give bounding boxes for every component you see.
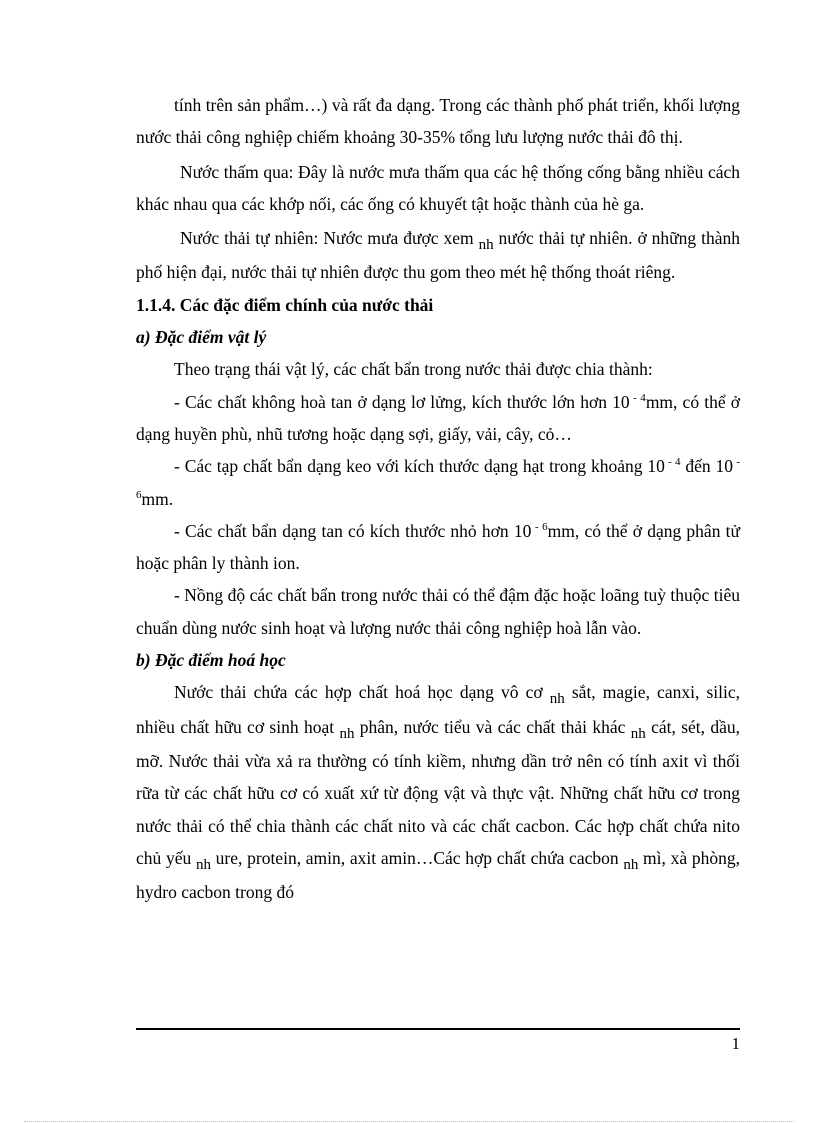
paragraph-natural-wastewater: Nước thải tự nhiên: Nước mưa được xem nh nước thải tự nhiên. ở những thành phố hiện đại, nước thải tự nhiên được thu gom theo mét hệ thống thoát riêng.: [136, 228, 741, 283]
footer-rule: [136, 1028, 740, 1030]
list-item-dissolved: - Các chất bẩn dạng tan có kích thước nhỏ hơn 10 $^{- 6}$mm, có thể ở dạng phân tử hoặc phân ly thành ion.: [136, 520, 740, 574]
paragraph-physical-intro: Theo trạng thái vật lý, các chất bẩn trong nước thải được chia thành:: [174, 359, 653, 380]
paragraph-continuation: tính trên sản phẩm…) và rất đa dạng. Trong các thành phố phát triển, khối lượng nước thải công nghiệp chiếm khoảng 30-35% tổng lưu lượng nước thải đô thị.: [136, 95, 740, 148]
subsection-heading-physical: a) Đặc điểm vật lý: [136, 327, 267, 348]
list-item-insoluble: - Các chất không hoà tan ở dạng lơ lửng, kích thước lớn hơn 10 $^{- 4}$mm, có thể ở dạng huyền phù, nhũ tương hoặc dạng sợi, giấy, vải, cây, cỏ…: [136, 391, 740, 444]
paragraph-chemical: Nước thải chứa các hợp chất hoá học dạng vô cơ nh sắt, magie, canxi, silic, nhiều chất hữu cơ sinh hoạt nh phân, nước tiểu và các chất thải khác nh cát, sét, dầu, mỡ. Nước thải vừa xả ra thường có tính kiềm, nhưng dần trở nên có tính axit vì thối rữa từ các chất hữu cơ có xuất xứ từ động vật và thực vật. Những chất hữu cơ trong nước thải có thể chia thành các chất nito và các chất cacbon. Các hợp chất chứa nito chủ yếu nh ure, protein, amin, axit amin…Các hợp chất chứa cacbon nh mì, xà phòng, hydro cacbon trong đó: [136, 682, 740, 903]
paragraph-infiltration-water: Nước thấm qua: Đây là nước mưa thấm qua các hệ thống cống bằng nhiều cách khác nhau qua các khớp nối, các ống có khuyết tật hoặc thành của hè ga.: [136, 161, 740, 214]
subsection-heading-chemical: b) Đặc điểm hoá học: [136, 650, 286, 671]
page-edge-dotted-line: [24, 1121, 794, 1122]
document-body: [136, 89, 740, 908]
section-heading-1-1-4: 1.1.4. Các đặc điểm chính của nước thải: [136, 294, 434, 315]
list-item-concentration: - Nồng độ các chất bẩn trong nước thải có thể đậm đặc hoặc loãng tuỳ thuộc tiêu chuẩn dùng nước sinh hoạt và lượng nước thải công nghiệp hoà lẫn vào.: [136, 585, 740, 638]
list-item-colloid: - Các tạp chất bẩn dạng keo với kích thước dạng hạt trong khoảng 10 $^{- 4}$ đến 10 $^{- 6}$mm.: [136, 456, 740, 509]
page-number: 1: [731, 1034, 740, 1053]
